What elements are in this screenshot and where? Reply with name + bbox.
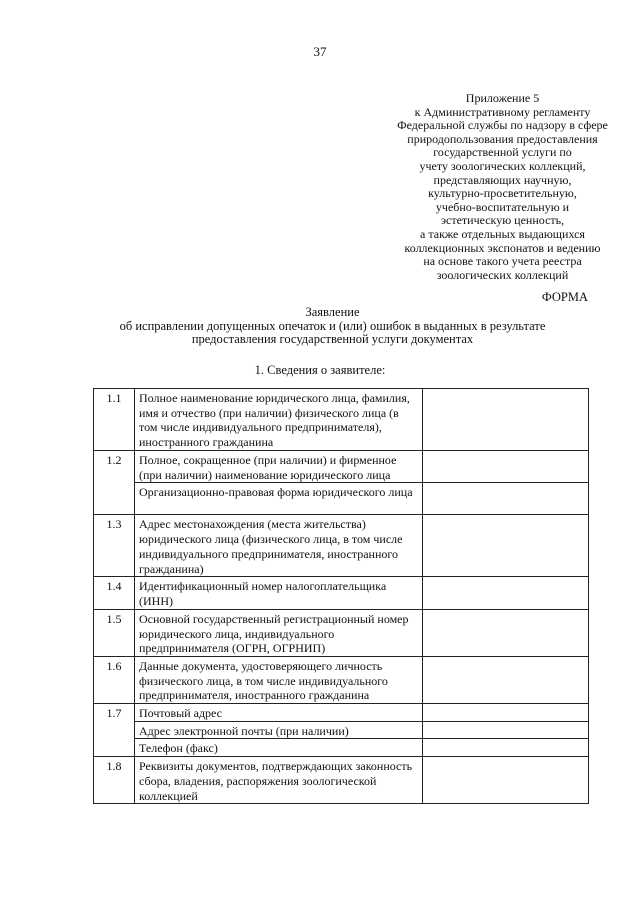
table-row [94, 451, 589, 483]
row-value-field[interactable] [423, 483, 589, 515]
row-label: Организационно-правовая форма юридического лица [135, 483, 423, 515]
row-label: Реквизиты документов, подтверждающих законность сбора, владения, распоряжения зоологической коллекцией [135, 757, 423, 804]
row-label: Данные документа, удостоверяющего личность физического лица, в том числе индивидуального предпринимателя, иностранного гражданина [135, 656, 423, 703]
appendix-line: эстетическую ценность, [440, 213, 565, 228]
row-value-field[interactable] [423, 451, 589, 483]
row-number: 1.4 [94, 577, 135, 609]
appendix-line: природопользования предоставления [407, 131, 598, 146]
appendix-line: зоологических коллекций [436, 267, 569, 282]
row-label: Почтовый адрес [135, 704, 423, 722]
table-row [94, 739, 589, 757]
appendix-line: к Административному регламенту [414, 104, 591, 119]
heading-title: Заявление [305, 305, 360, 319]
heading-line: об исправлении допущенных опечаток и (или) ошибок в выданных в результате [119, 318, 546, 333]
table-row [94, 757, 589, 804]
row-number: 1.3 [94, 515, 135, 577]
row-number: 1.8 [94, 757, 135, 804]
applicant-info-table [93, 388, 589, 804]
table-row [94, 515, 589, 577]
form-label: ФОРМА [541, 290, 588, 304]
row-label: Полное наименование юридического лица, фамилия, имя и отчество (при наличии) физического лица (в том числе индивидуального предпринимателя), иностранного гражданина [135, 389, 423, 451]
row-number: 1.5 [94, 609, 135, 656]
appendix-line: государственной услуги по [433, 145, 572, 160]
document-heading [80, 306, 585, 347]
table-row [94, 721, 589, 739]
appendix-line: культурно-просветительную, [428, 186, 577, 201]
table-row [94, 483, 589, 515]
appendix-line: учету зоологических коллекций, [419, 158, 586, 173]
row-value-field[interactable] [423, 757, 589, 804]
row-label: Телефон (факс) [135, 739, 423, 757]
row-value-field[interactable] [423, 389, 589, 451]
row-label: Адрес местонахождения (места жительства) юридического лица (физического лица, в том числе индивидуального предпринимателя, иностранного гражданина) [135, 515, 423, 577]
appendix-line: представляющих научную, [433, 172, 572, 187]
table-row [94, 389, 589, 451]
section-title: 1. Сведения о заявителе: [254, 363, 386, 377]
table-row [94, 577, 589, 609]
row-value-field[interactable] [423, 609, 589, 656]
row-value-field[interactable] [423, 656, 589, 703]
row-value-field[interactable] [423, 739, 589, 757]
row-value-field[interactable] [423, 721, 589, 739]
row-number: 1.7 [94, 704, 135, 757]
appendix-line: коллекционных экспонатов и ведению [404, 240, 601, 255]
row-number: 1.1 [94, 389, 135, 451]
row-label: Адрес электронной почты (при наличии) [135, 721, 423, 739]
heading-line: предоставления государственной услуги документах [191, 332, 474, 346]
row-number: 1.2 [94, 451, 135, 515]
appendix-line: Федеральной службы по надзору в сфере [397, 118, 608, 133]
page-number: 37 [313, 44, 327, 59]
appendix-line: а также отдельных выдающихся [420, 226, 585, 241]
appendix-block [360, 92, 640, 282]
appendix-line: на основе такого учета реестра [423, 254, 582, 269]
row-value-field[interactable] [423, 704, 589, 722]
appendix-line: Приложение 5 [465, 91, 540, 105]
row-label: Основной государственный регистрационный номер юридического лица, индивидуального предпринимателя (ОГРН, ОГРНИП) [135, 609, 423, 656]
row-label: Идентификационный номер налогоплательщика (ИНН) [135, 577, 423, 609]
row-number: 1.6 [94, 656, 135, 703]
table-row [94, 609, 589, 656]
table-row [94, 656, 589, 703]
row-value-field[interactable] [423, 577, 589, 609]
row-label: Полное, сокращенное (при наличии) и фирменное (при наличии) наименование юридического лица [135, 451, 423, 483]
row-value-field[interactable] [423, 515, 589, 577]
table-row [94, 704, 589, 722]
appendix-line: учебно-воспитательную и [435, 199, 570, 214]
